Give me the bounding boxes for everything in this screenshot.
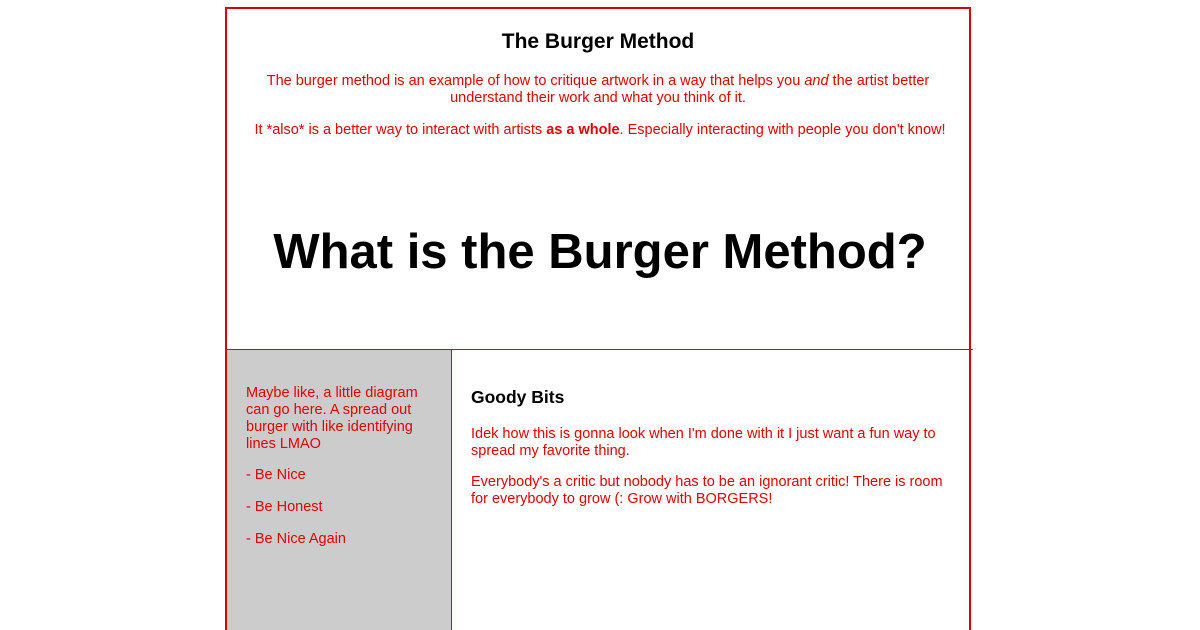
sidebar — [227, 349, 452, 630]
main-content — [452, 349, 973, 630]
intro2-text-end: . Especially interacting with people you don't know! — [619, 122, 946, 138]
intro-paragraph — [247, 73, 949, 107]
main-paragraph-2: Everybody's a critic but nobody has to be an ignorant critic! There is room for everybody to grow (: Grow with BORGERS! — [471, 474, 943, 507]
sidebar-item-be-honest: - Be Honest — [246, 499, 323, 515]
site-title: The Burger Method — [501, 30, 695, 53]
intro-paragraph-2 — [227, 122, 973, 139]
section-heading: Goody Bits — [471, 387, 565, 407]
sidebar-note: Maybe like, a little diagram can go here. A spread out burger with like identifying lines LMAO — [246, 385, 418, 452]
page-frame — [225, 7, 971, 630]
intro2-text-start: It *also* is a better way to interact with artists — [254, 122, 547, 138]
intro-emphasis: and — [804, 73, 829, 89]
main-paragraph-1: Idek how this is gonna look when I'm done with it I just want a fun way to spread my favorite thing. — [471, 426, 936, 459]
main-heading: What is the Burger Method? — [273, 225, 927, 279]
sidebar-item-be-nice-again: - Be Nice Again — [246, 531, 346, 547]
intro2-strong: as a whole — [546, 122, 620, 138]
intro-text-start: The burger method is an example of how to critique artwork in a way that helps you — [266, 73, 805, 89]
intro-text-end: the artist better understand their work and what you think of it. — [450, 73, 930, 106]
sidebar-item-be-nice: - Be Nice — [246, 467, 306, 483]
header-section — [227, 9, 973, 351]
